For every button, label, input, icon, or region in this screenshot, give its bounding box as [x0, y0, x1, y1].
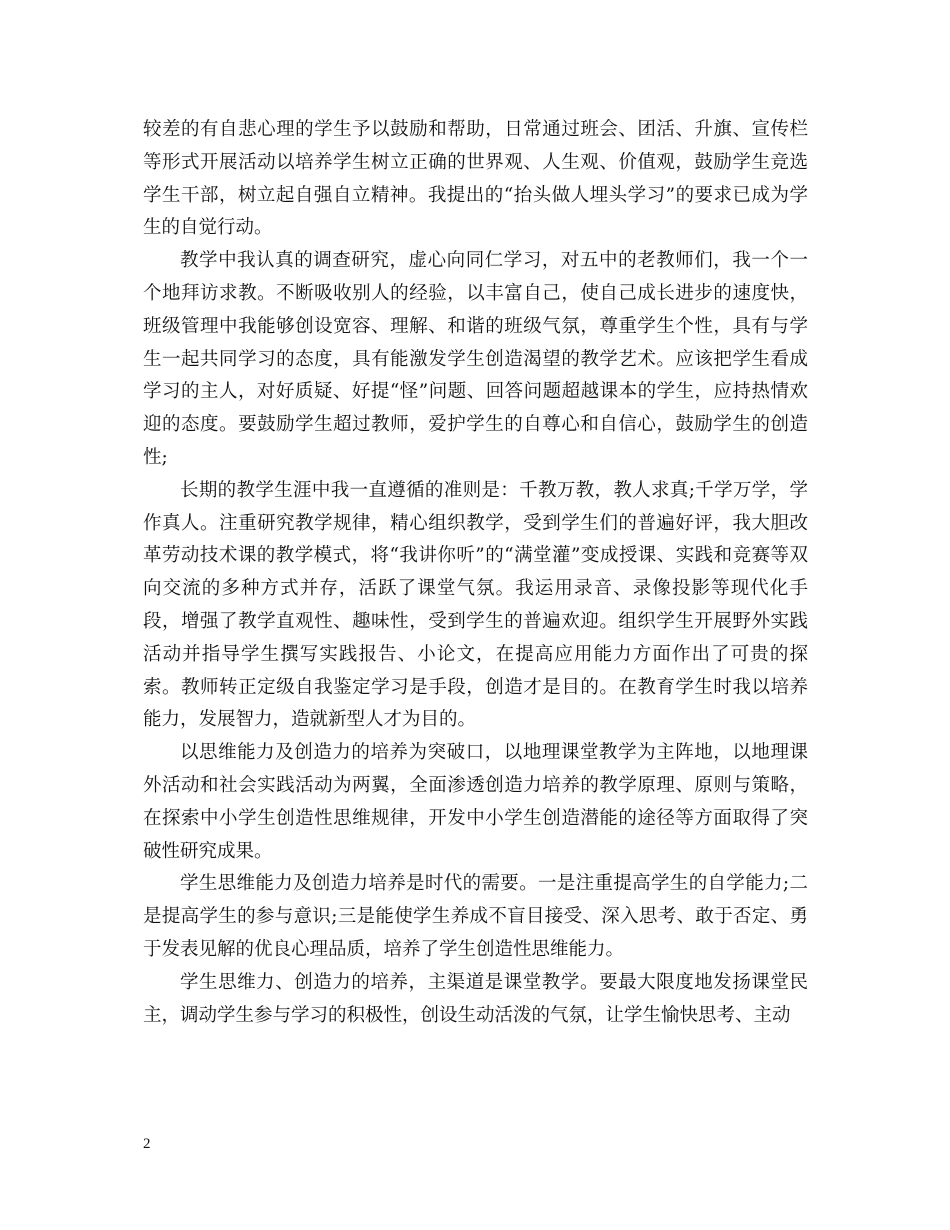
paragraph-6: 学生思维力、创造力的培养，主渠道是课堂教学。要最大限度地发扬课堂民主，调动学生参与学习的积极性，创设生动活泼的气氛，让学生愉快思考、主动: [143, 971, 808, 1026]
body-text: [143, 114, 808, 1032]
page-number: 2: [143, 1136, 151, 1152]
paragraph-5: 学生思维能力及创造力培养是时代的需要。一是注重提高学生的自学能力;二是提高学生的参与意识;三是能使学生养成不盲目接受、深入思考、敢于否定、勇于发表见解的优良心理品质，培养了学生创造性思维能力。: [143, 873, 808, 960]
paragraph-3: 长期的教学生涯中我一直遵循的准则是：千教万教，教人求真;千学万学，学作真人。注重研究教学规律，精心组织教学，受到学生们的普遍好评，我大胆改革劳动技术课的教学模式，将“我讲你听”的“满堂灌”变成授课、实践和竞赛等双向交流的多种方式并存，活跃了课堂气氛。我运用录音、录像投影等现代化手段，增强了教学直观性、趣味性，受到学生的普遍欢迎。组织学生开展野外实践活动并指导学生撰写实践报告、小论文，在提高应用能力方面作出了可贵的探索。教师转正定级自我鉴定学习是手段，创造才是目的。在教育学生时我以培养能力，发展智力，造就新型人才为目的。: [143, 479, 808, 731]
paragraph-4: 以思维能力及创造力的培养为突破口，以地理课堂教学为主阵地，以地理课外活动和社会实践活动为两翼，全面渗透创造力培养的教学原理、原则与策略，在探索中小学生创造性思维规律，开发中小学生创造潜能的途径等方面取得了突破性研究成果。: [143, 742, 808, 862]
paragraph-2: 教学中我认真的调查研究，虚心向同仁学习，对五中的老教师们，我一个一个地拜访求教。不断吸收别人的经验，以丰富自己，使自己成长进步的速度快，班级管理中我能够创设宽容、理解、和谐的班级气氛，尊重学生个性，具有与学生一起共同学习的态度，具有能激发学生创造渴望的教学艺术。应该把学生看成学习的主人，对好质疑、好提“怪”问题、回答问题超越课本的学生，应持热情欢迎的态度。要鼓励学生超过教师，爱护学生的自尊心和自信心，鼓励学生的创造性;: [143, 250, 808, 468]
paragraph-1: 较差的有自悲心理的学生予以鼓励和帮助，日常通过班会、团活、升旗、宣传栏等形式开展活动以培养学生树立正确的世界观、人生观、价值观，鼓励学生竞选学生干部，树立起自强自立精神。我提出的“抬头做人埋头学习”的要求已成为学生的自觉行动。: [143, 119, 808, 239]
